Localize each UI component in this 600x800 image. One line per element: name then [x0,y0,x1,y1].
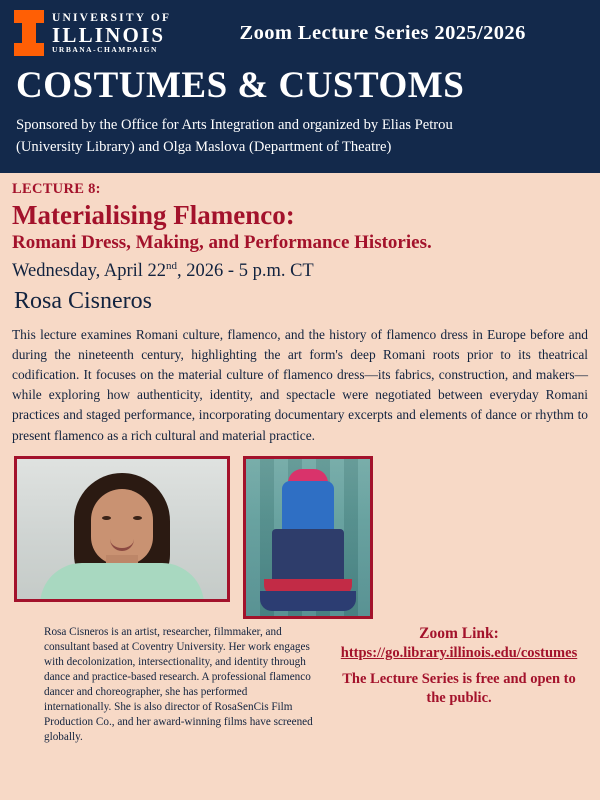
speaker-photo-column [14,456,230,602]
poster-header [0,0,600,173]
speaker-name: Rosa Cisneros [14,288,152,315]
zoom-free-note: The Lecture Series is free and open to the public. [342,670,576,706]
lecture-number: LECTURE 8: [12,180,101,197]
datetime-suffix: , 2026 - 5 p.m. CT [177,261,314,282]
dress-photo-column [233,456,383,619]
datetime-prefix: Wednesday, April 22 [12,261,167,282]
portrait-sweater [40,563,204,602]
wordmark-line-3: URBANA-CHAMPAIGN [52,45,158,55]
portrait-eye-left [102,516,111,520]
zoom-info-block [334,625,584,746]
bottom-row [12,619,588,746]
flamenco-dress-photo [243,456,373,619]
sponsor-text [16,115,586,159]
university-wordmark [52,12,171,54]
poster-main-title: COSTUMES & CUSTOMS [16,65,465,106]
sponsor-line-2: (University Library) and Olga Maslova (Department of Theatre) [16,138,392,155]
portrait-eye-right [133,516,142,520]
dress-ruffle-navy [260,591,356,611]
zoom-link-url[interactable]: https://go.library.illinois.edu/costumes [340,644,578,661]
university-logo [14,10,171,56]
poster-body [0,173,600,746]
wordmark-line-1: UNIVERSITY OF [52,12,172,24]
lecture-title: Materialising Flamenco: [12,199,295,230]
portrait-face [91,489,153,565]
speaker-bio: Rosa Cisneros is an artist, researcher, filmmaker, and consultant based at Coventry University. Her work engages with decolonization, intersectionality, and identity through dance and practice-based research. A professional flamenco dancer and choreographer, she has performed internationally. She is also director of RosaSenCis Film Production Co., and her award-winning films have screened globally. [44,625,313,744]
zoom-link-label: Zoom Link: [419,624,499,642]
datetime-ordinal: nd [166,259,178,272]
speaker-portrait-photo [14,456,230,602]
media-row [12,456,588,619]
block-i-icon [14,10,44,56]
header-top-row [14,10,586,56]
sponsor-line-1: Sponsored by the Office for Arts Integration and organized by Elias Petrou [16,117,453,133]
lecture-datetime [12,260,588,282]
lecture-abstract: This lecture examines Romani culture, flamenco, and the history of flamenco dress in Europe before and during the nineteenth century, highlighting the art form's deep Romani roots prior to its theatrical codification. It focuses on the material culture of flamenco dress—its fabrics, construction, and makers—while exploring how authenticity, identity, and spectacle were negotiated between everyday Romani practices and staged performance, incorporating documentary excerpts and elements of dance or rhythm to present flamenco as a rich cultural and material practice. [12,327,588,443]
lecture-subtitle: Romani Dress, Making, and Performance Histories. [12,232,432,254]
wordmark-line-2: ILLINOIS [52,23,166,48]
series-title: Zoom Lecture Series 2025/2026 [239,21,526,44]
dress-bodice [282,481,334,533]
